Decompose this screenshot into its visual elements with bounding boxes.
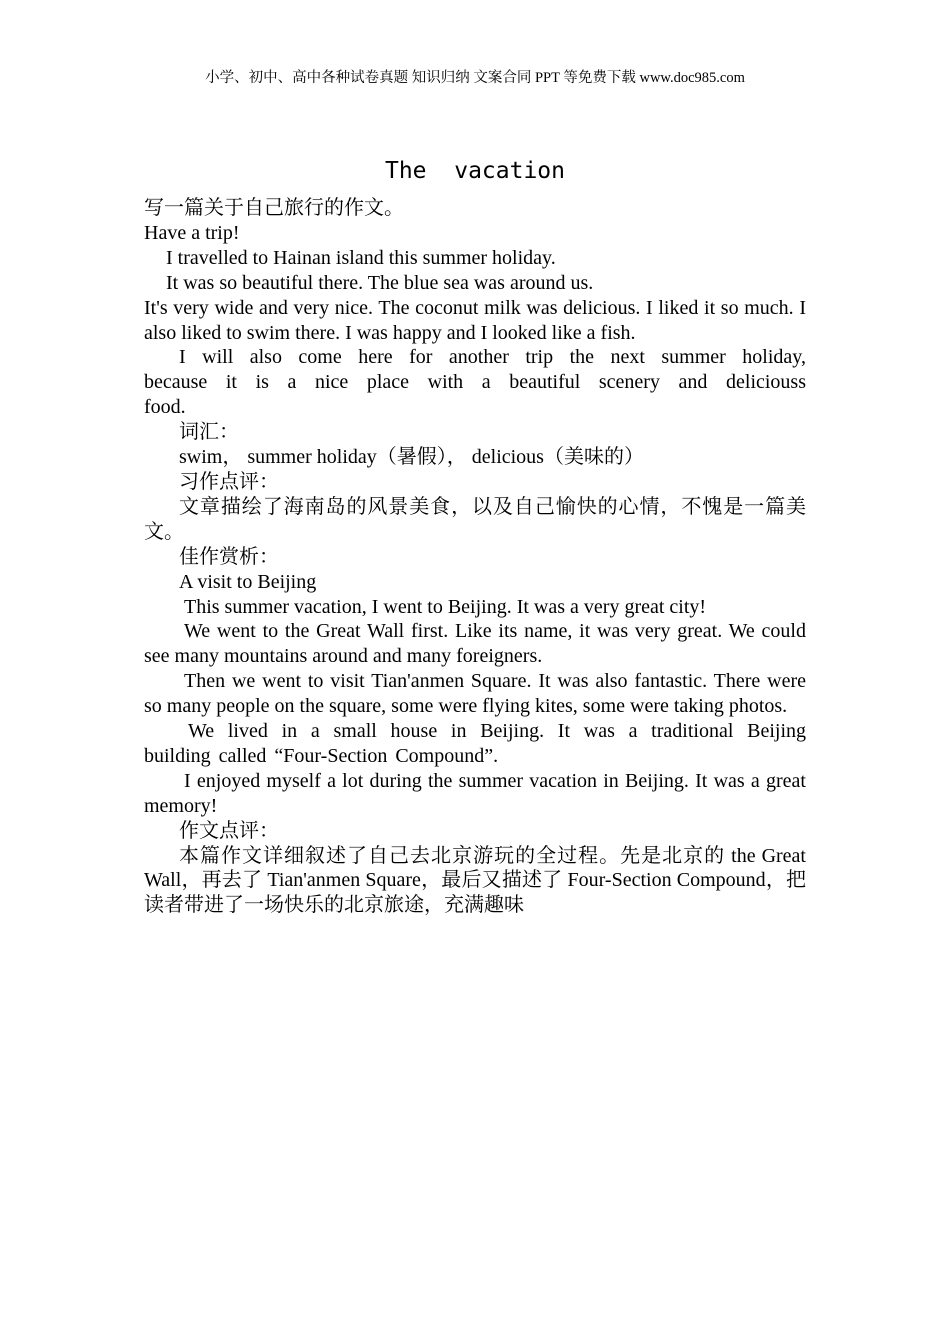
essay-paragraph-4: I will also come here for another trip the next summer holiday, because it is a nice place with a beautiful scenery and deliciouss food. xyxy=(144,346,806,419)
page-header: 小学、初中、高中各种试卷真题 知识归纳 文案合同 PPT 等免费下载 www.doc985.com xyxy=(205,70,745,86)
comment-text: 文章描绘了海南岛的风景美食，以及自己愉快的心情，不愧是一篇美文。 xyxy=(144,495,806,543)
model-paragraph-4: We lived in a small house in Beijing. It was a traditional Beijing building called “Four-Section Compound”. xyxy=(144,720,806,767)
vocab-items: swim， summer holiday（暑假）， delicious（美味的） xyxy=(179,446,644,469)
document-title: The vacation xyxy=(384,158,565,184)
model-heading: A visit to Beijing xyxy=(179,570,317,593)
review-label: 作文点评： xyxy=(179,819,279,842)
essay-paragraph-1: I travelled to Hainan island this summer holiday. xyxy=(166,246,556,269)
writing-prompt: 写一篇关于自己旅行的作文。 xyxy=(144,197,404,219)
vocab-label: 词汇： xyxy=(179,421,239,444)
document-body xyxy=(144,196,806,918)
essay-paragraph-2: It was so beautiful there. The blue sea was around us. xyxy=(166,271,594,294)
comment-label: 习作点评： xyxy=(179,470,279,493)
model-label: 佳作赏析： xyxy=(179,545,279,568)
essay-heading: Have a trip! xyxy=(144,221,240,244)
essay-paragraph-3: It's very wide and very nice. The coconut milk was delicious. I liked it so much. I also liked to swim there. I was happy and I looked like a fish. xyxy=(144,296,806,344)
model-paragraph-5: I enjoyed myself a lot during the summer vacation in Beijing. It was a great memory! xyxy=(144,769,806,817)
review-text: 本篇作文详细叙述了自己去北京游玩的全过程。先是北京的 the Great Wall，再去了 Tian'anmen Square，最后又描述了 Four-Section Compound，把读者带进了一场快乐的北京旅途，充满趣味 xyxy=(144,844,806,917)
model-paragraph-2: We went to the Great Wall first. Like its name, it was very great. We could see many mountains around and many foreigners. xyxy=(144,620,806,668)
model-paragraph-3: Then we went to visit Tian'anmen Square. It was also fantastic. There were so many people on the square, some were flying kites, some were taking photos. xyxy=(144,670,806,718)
model-paragraph-1: This summer vacation, I went to Beijing. It was a very great city! xyxy=(184,595,707,618)
